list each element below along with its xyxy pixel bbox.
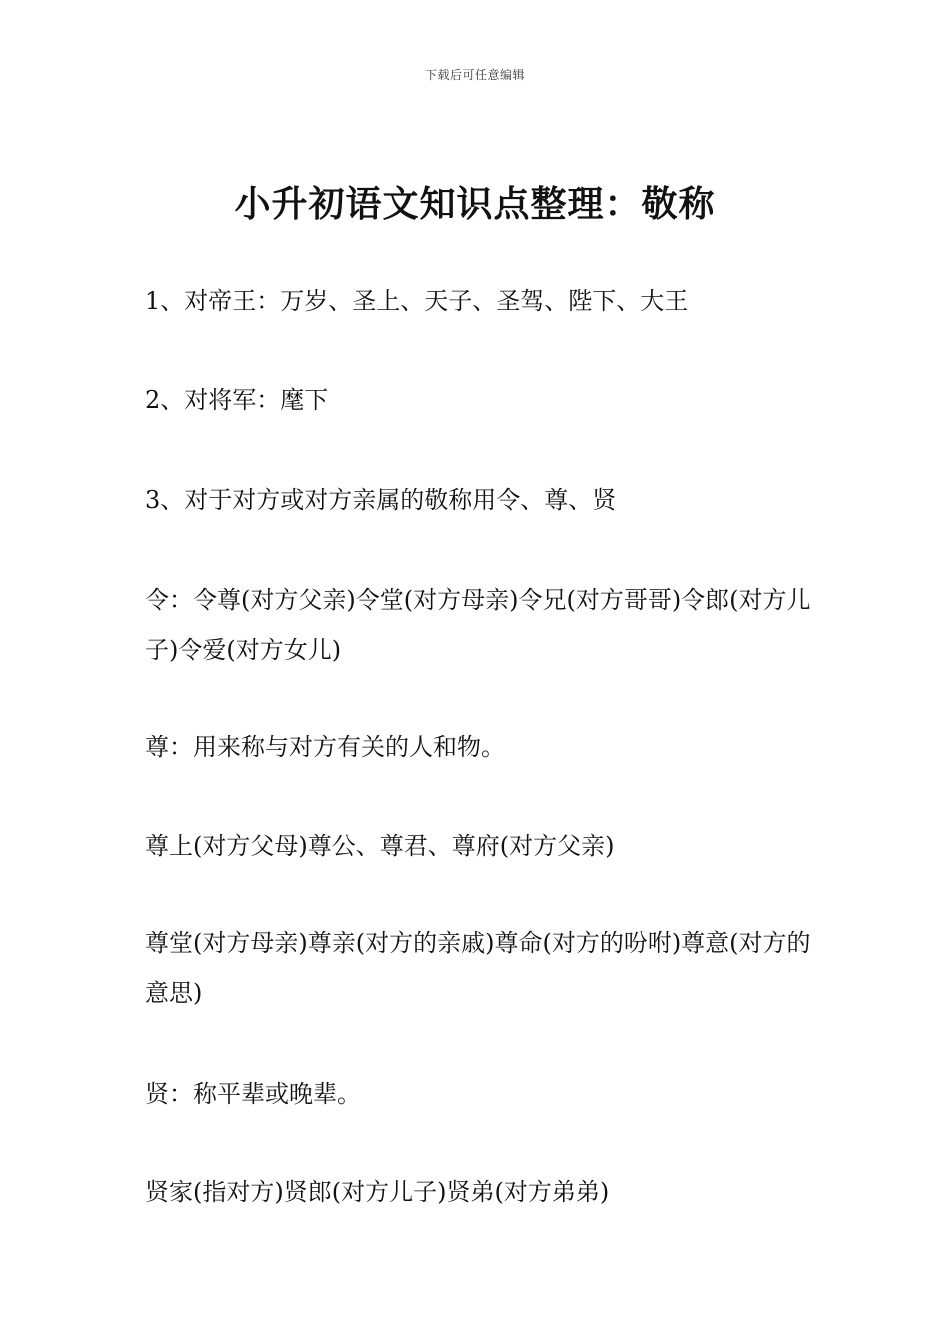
paragraph-xian-definition: 贤：称平辈或晚辈。: [145, 1080, 361, 1108]
paragraph-zun-definition: 尊：用来称与对方有关的人和物。: [145, 733, 505, 761]
paragraph-zun-examples-1: 尊上(对方父母)尊公、尊君、尊府(对方父亲): [145, 832, 615, 860]
paragraph-xian-examples: 贤家(指对方)贤郎(对方儿子)贤弟(对方弟弟): [145, 1178, 610, 1206]
header-note: 下载后可任意编辑: [424, 68, 525, 82]
paragraph-general-honorifics: 2、对将军：麾下: [145, 386, 329, 414]
paragraph-emperor-honorifics: 1、对帝王：万岁、圣上、天子、圣驾、陛下、大王: [145, 287, 689, 315]
paragraph-relatives-honorifics-intro: 3、对于对方或对方亲属的敬称用令、尊、贤: [145, 486, 617, 514]
paragraph-zun-examples-2: 尊堂(对方母亲)尊亲(对方的亲戚)尊命(对方的吩咐)尊意(对方的意思): [145, 929, 811, 1007]
paragraph-ling-examples: 令：令尊(对方父亲)令堂(对方母亲)令兄(对方哥哥)令郎(对方儿子)令爱(对方女儿): [145, 586, 811, 664]
document-title: 小升初语文知识点整理：敬称: [234, 184, 716, 225]
